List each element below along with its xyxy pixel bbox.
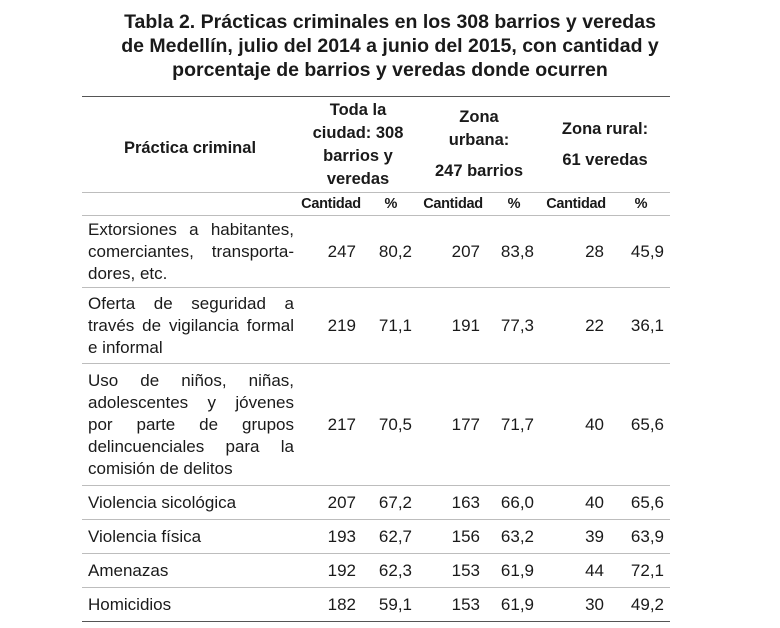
table-row — [82, 216, 670, 288]
table-row — [82, 486, 670, 520]
row-rural-pct: 45,9 — [612, 216, 670, 288]
subheader-rural-pct: % — [612, 193, 670, 216]
subheader-row — [82, 193, 670, 216]
row-urban-count: 207 — [418, 216, 488, 288]
header-rural — [540, 97, 670, 193]
subheader-empty — [82, 193, 298, 216]
table-row — [82, 554, 670, 588]
row-rural-count: 40 — [540, 364, 612, 486]
header-row — [82, 97, 670, 193]
subheader-city-pct: % — [364, 193, 418, 216]
row-practice: Oferta de seguridad a través de vigilancia formal e informal — [82, 288, 298, 364]
row-city-pct: 70,5 — [364, 364, 418, 486]
row-city-count: 207 — [298, 486, 364, 520]
row-urban-count: 163 — [418, 486, 488, 520]
subheader-rural-cantidad: Cantidad — [540, 193, 612, 216]
row-city-pct: 59,1 — [364, 588, 418, 622]
row-urban-pct: 77,3 — [488, 288, 540, 364]
row-rural-count: 22 — [540, 288, 612, 364]
row-urban-count: 153 — [418, 554, 488, 588]
row-practice: Violencia física — [82, 520, 298, 554]
header-practice — [82, 97, 298, 193]
header-city-line-3: barrios y — [323, 146, 393, 165]
row-rural-count: 39 — [540, 520, 612, 554]
table-row — [82, 520, 670, 554]
row-urban-pct: 66,0 — [488, 486, 540, 520]
title-line-1: Tabla 2. Prácticas criminales en los 308 barrios y veredas — [124, 11, 656, 33]
row-city-count: 219 — [298, 288, 364, 364]
row-city-count: 247 — [298, 216, 364, 288]
row-city-count: 192 — [298, 554, 364, 588]
row-rural-count: 28 — [540, 216, 612, 288]
row-urban-pct: 71,7 — [488, 364, 540, 486]
table-row — [82, 364, 670, 486]
row-rural-pct: 65,6 — [612, 486, 670, 520]
row-city-pct: 62,3 — [364, 554, 418, 588]
header-rural-line-2: 61 veredas — [562, 150, 648, 169]
row-rural-count: 30 — [540, 588, 612, 622]
row-urban-count: 153 — [418, 588, 488, 622]
row-city-count: 193 — [298, 520, 364, 554]
table-row — [82, 588, 670, 622]
row-practice: Extorsiones a habitantes, comerciantes, transporta-dores, etc. — [82, 216, 298, 288]
header-urban-line-1: Zona — [459, 108, 499, 126]
row-rural-pct: 65,6 — [612, 364, 670, 486]
title-line-2: de Medellín, julio del 2014 a junio del 2015, con cantidad y — [121, 35, 659, 57]
row-practice: Uso de niños, niñas, adolescentes y jóvenes por parte de grupos delincuenciales para la comisión de delitos — [82, 364, 298, 486]
subheader-urban-pct: % — [488, 193, 540, 216]
header-city-line-1: Toda la — [329, 100, 387, 119]
row-urban-count: 156 — [418, 520, 488, 554]
row-urban-pct: 83,8 — [488, 216, 540, 288]
row-rural-pct: 49,2 — [612, 588, 670, 622]
row-urban-pct: 61,9 — [488, 588, 540, 622]
row-rural-pct: 63,9 — [612, 520, 670, 554]
row-practice: Violencia sicológica — [82, 486, 298, 520]
subheader-urban-cantidad: Cantidad — [418, 193, 488, 216]
header-practice-label: Práctica criminal — [123, 139, 257, 157]
row-city-pct: 67,2 — [364, 486, 418, 520]
row-urban-count: 191 — [418, 288, 488, 364]
row-rural-count: 44 — [540, 554, 612, 588]
row-urban-pct: 61,9 — [488, 554, 540, 588]
header-city-line-4: veredas — [326, 169, 390, 188]
header-urban-line-2: urbana: — [448, 131, 510, 149]
row-city-pct: 62,7 — [364, 520, 418, 554]
header-city — [298, 97, 418, 193]
header-rural-line-1: Zona rural: — [561, 119, 649, 138]
row-city-pct: 80,2 — [364, 216, 418, 288]
row-city-count: 217 — [298, 364, 364, 486]
title-line-3: porcentaje de barrios y veredas donde ocurren — [172, 59, 608, 81]
header-urban — [418, 97, 540, 193]
header-urban-line-3: 247 barrios — [434, 162, 524, 180]
row-rural-pct: 72,1 — [612, 554, 670, 588]
row-practice: Amenazas — [82, 554, 298, 588]
crime-practices-table — [82, 96, 670, 622]
table-row — [82, 288, 670, 364]
row-city-pct: 71,1 — [364, 288, 418, 364]
row-urban-count: 177 — [418, 364, 488, 486]
row-urban-pct: 63,2 — [488, 520, 540, 554]
row-city-count: 182 — [298, 588, 364, 622]
row-rural-count: 40 — [540, 486, 612, 520]
row-rural-pct: 36,1 — [612, 288, 670, 364]
row-practice: Homicidios — [82, 588, 298, 622]
subheader-city-cantidad: Cantidad — [298, 193, 364, 216]
table-title — [0, 10, 780, 82]
header-city-line-2: ciudad: 308 — [312, 123, 404, 142]
